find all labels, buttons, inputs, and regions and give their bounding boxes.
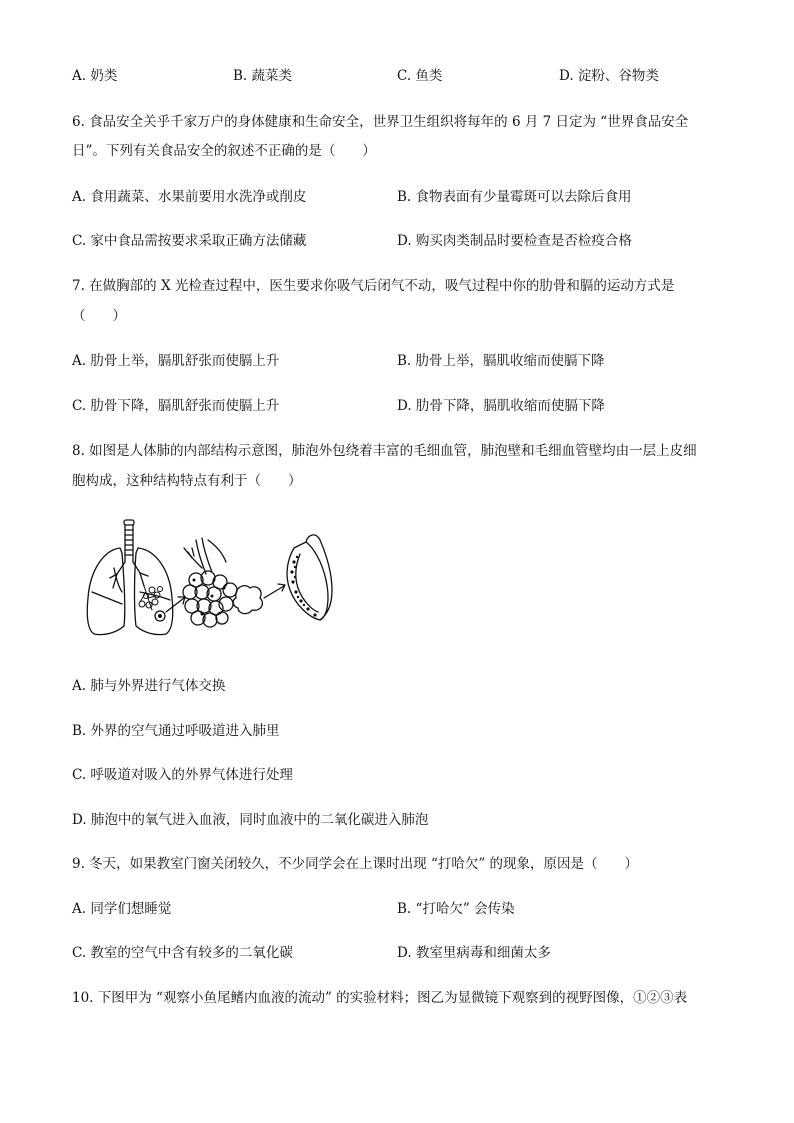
q5-option-a: A. 奶类 bbox=[72, 68, 118, 84]
bronchiole-tree-icon bbox=[139, 586, 163, 610]
q7-stem-line2: （ ） bbox=[72, 308, 126, 324]
q7-option-d: D. 肋骨下降，膈肌收缩而使膈下降 bbox=[397, 398, 605, 414]
q9-option-d: D. 教室里病毒和细菌太多 bbox=[397, 945, 551, 961]
q6-option-d: D. 购买肉类制品时要检查是否检疫合格 bbox=[397, 233, 632, 249]
q5-option-b: B. 蔬菜类 bbox=[233, 68, 293, 84]
left-lung-icon bbox=[87, 548, 125, 635]
q10-stem-line1: 10. 下图甲为 “观察小鱼尾鳍内血液的流动” 的实验材料；图乙为显微镜下观察到的视野图像，①②③表 bbox=[72, 990, 688, 1006]
alveolus-capillary-section-icon bbox=[287, 535, 332, 620]
q6-option-a: A. 食用蔬菜、水果前要用水洗净或削皮 bbox=[72, 189, 307, 205]
q9-option-b: B. “打哈欠” 会传染 bbox=[397, 901, 515, 917]
q9-option-c: C. 教室的空气中含有较多的二氧化碳 bbox=[72, 945, 293, 961]
right-lung-icon bbox=[135, 548, 173, 635]
q7-option-b: B. 肋骨上举，膈肌收缩而使膈下降 bbox=[397, 353, 605, 369]
q9-option-a: A. 同学们想睡觉 bbox=[72, 901, 172, 917]
q8-option-d: D. 肺泡中的氧气进入血液，同时血液中的二氧化碳进入肺泡 bbox=[72, 812, 429, 828]
q5-option-d: D. 淀粉、谷物类 bbox=[559, 68, 659, 84]
q6-stem-line1: 6. 食品安全关乎千家万户的身体健康和生命安全，世界卫生组织将每年的 6 月 7 日定为 “世界食品安全 bbox=[72, 114, 689, 130]
q6-option-c: C. 家中食品需按要求采取正确方法储藏 bbox=[72, 233, 307, 249]
q7-option-c: C. 肋骨下降，膈肌舒张而使膈上升 bbox=[72, 398, 280, 414]
q6-stem-line2: 日”。下列有关食品安全的叙述不正确的是（ ） bbox=[72, 143, 376, 159]
q6-option-b: B. 食物表面有少量霉斑可以去除后食用 bbox=[397, 189, 632, 205]
q8-option-c: C. 呼吸道对吸入的外界气体进行处理 bbox=[72, 767, 293, 783]
q8-option-b: B. 外界的空气通过呼吸道进入肺里 bbox=[72, 723, 280, 739]
q9-stem: 9. 冬天，如果教室门窗关闭较久，不少同学会在上课时出现 “打哈欠” 的现象，原因是（ ） bbox=[72, 856, 639, 872]
arrow-right-icon-2 bbox=[264, 584, 285, 598]
lung-structure-figure bbox=[84, 518, 354, 642]
q5-option-c: C. 鱼类 bbox=[397, 68, 443, 84]
q7-option-a: A. 肋骨上举，膈肌舒张而使膈上升 bbox=[72, 353, 280, 369]
q8-stem-line2: 胞构成，这种结构特点有利于（ ） bbox=[72, 473, 302, 489]
alveolar-cluster-icon bbox=[183, 538, 237, 627]
q8-stem-line1: 8. 如图是人体肺的内部结构示意图，肺泡外包绕着丰富的毛细血管，肺泡壁和毛细血管壁均由一层上皮细 bbox=[72, 443, 697, 459]
q7-stem-line1: 7. 在做胸部的 X 光检查过程中，医生要求你吸气后闭气不动，吸气过程中你的肋骨和膈的运动方式是 bbox=[72, 278, 675, 294]
single-alveolus-icon bbox=[233, 586, 262, 614]
q8-option-a: A. 肺与外界进行气体交换 bbox=[72, 678, 226, 694]
